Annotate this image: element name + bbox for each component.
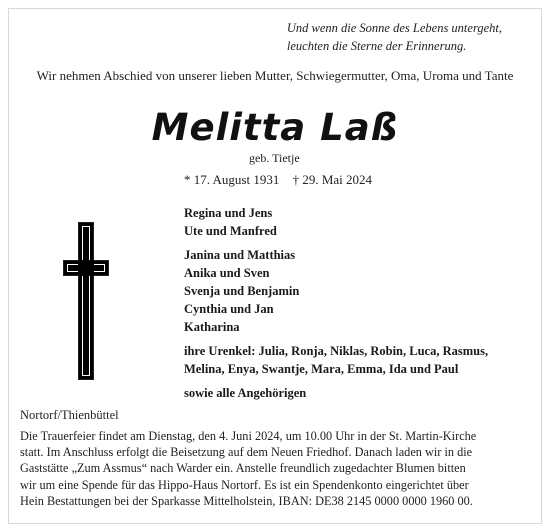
relatives-line: sowie alle Angehörigen xyxy=(184,386,307,400)
funeral-details-line: Die Trauerfeier findet am Dienstag, den 4. Juni 2024, um 10.00 Uhr in der St. Martin-Kirche xyxy=(20,429,477,443)
funeral-details-line: statt. Im Anschluss erfolgt die Beisetzung auf dem Neuen Friedhof. Danach laden wir in die xyxy=(20,445,473,460)
mourner-line: Cynthia und Jan xyxy=(184,302,274,316)
birth-name: geb. Tietje xyxy=(249,151,300,165)
mourner-line: Janina und Matthias xyxy=(184,248,296,262)
mourner-line: Svenja und Benjamin xyxy=(184,284,300,298)
mourner-line: Ute und Manfred xyxy=(184,224,277,238)
quote-line-2: leuchten die Sterne der Erinnerung. xyxy=(286,39,467,53)
quote-line-1: Und wenn die Sonne des Lebens untergeht, xyxy=(286,21,502,35)
funeral-details xyxy=(20,428,532,509)
funeral-details-line: Gaststätte „Zum Assmus“ nach Warder ein. Anstelle freundlich zugedachter Blumen bitten xyxy=(20,461,466,476)
memorial-quote xyxy=(287,19,502,55)
life-dates xyxy=(184,172,372,188)
great-grandchildren-line: ihre Urenkel: Julia, Ronja, Niklas, Robin, Luca, Rasmus, xyxy=(184,344,489,358)
funeral-details-line: Hein Bestattungen bei der Sparkasse Mittelholstein, IBAN: DE38 2145 0000 0000 1960 00. xyxy=(20,493,473,508)
birth-date: * 17. August 1931 xyxy=(184,172,280,187)
mourners-list xyxy=(184,204,488,402)
mourner-line: Katharina xyxy=(184,320,240,334)
great-grandchildren-line: Melina, Enya, Swantje, Mara, Emma, Ida und Paul xyxy=(184,362,459,376)
place: Nortorf/Thienbüttel xyxy=(20,408,119,422)
mourner-line: Anika und Sven xyxy=(184,266,270,280)
death-date: † 29. Mai 2024 xyxy=(292,172,373,187)
cross-icon xyxy=(63,222,109,382)
deceased-name: Melitta Laß xyxy=(151,106,399,149)
intro-text: Wir nehmen Abschied von unserer lieben Mutter, Schwiegermutter, Oma, Uroma und Tante xyxy=(36,68,514,83)
mourner-line: Regina und Jens xyxy=(184,206,273,220)
funeral-details-line: wir um eine Spende für das Hippo-Haus Nortorf. Es ist ein Spendenkonto eingerichtet über xyxy=(20,477,469,492)
